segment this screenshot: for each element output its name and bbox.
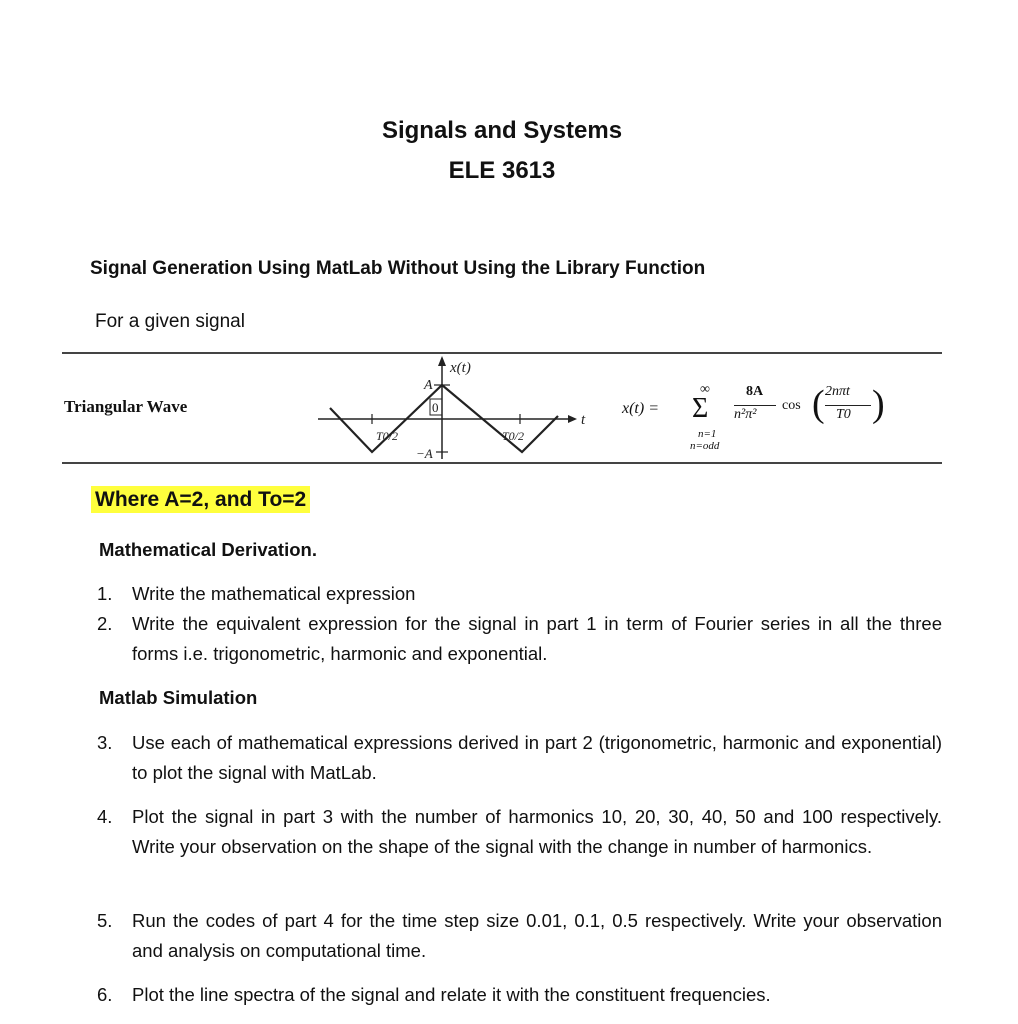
formula-lhs: x(t) =: [622, 400, 659, 417]
fraction-bar: [734, 405, 776, 406]
parameters-text: Where A=2, and To=2: [91, 486, 310, 513]
argument-bar: [825, 405, 871, 406]
list-item: [97, 802, 942, 862]
math-heading: Mathematical Derivation.: [99, 539, 317, 560]
half-period-label-right: T0/2: [502, 429, 525, 443]
triangular-wave-plot: [300, 352, 600, 467]
list-item: [97, 579, 942, 609]
item-number: 2.: [97, 613, 113, 634]
item-text: Plot the line spectra of the signal and relate it with the constituent frequencies.: [132, 984, 771, 1005]
paren-left: (: [812, 383, 825, 425]
fraction-denominator: n²π²: [734, 407, 757, 422]
sum-symbol: Σ: [692, 393, 709, 424]
argument-numerator: 2nπt: [825, 384, 850, 399]
amplitude-label: A: [424, 378, 433, 393]
argument-denominator: T0: [836, 407, 851, 422]
item-number: 5.: [97, 910, 113, 931]
item-number: 3.: [97, 732, 113, 753]
paren-right: ): [872, 383, 885, 425]
sum-lower-condition: n=odd: [690, 440, 720, 452]
item-number: 6.: [97, 984, 113, 1005]
cos-label: cos: [782, 398, 801, 413]
item-number: 1.: [97, 583, 113, 604]
fourier-formula: [622, 382, 922, 458]
sum-upper-limit: ∞: [700, 382, 710, 397]
sum-lower-limit: n=1: [698, 428, 717, 440]
section-heading: Signal Generation Using MatLab Without Using the Library Function: [90, 258, 706, 279]
list-item: [97, 728, 942, 788]
origin-label: 0: [432, 400, 439, 415]
list-item: [97, 980, 942, 1010]
list-item: [97, 609, 942, 669]
matlab-heading: Matlab Simulation: [99, 687, 258, 708]
fraction-numerator: 8A: [746, 384, 764, 399]
intro-text: For a given signal: [95, 311, 245, 332]
time-axis-arrow: [568, 415, 577, 423]
figure-label: Triangular Wave: [64, 397, 188, 416]
item-text: Write the mathematical expression: [132, 583, 416, 604]
item-text: Write the equivalent expression for the signal in part 1 in term of Fourier series in all the three forms i.e. trigonometric, harmonic and exponential.: [132, 613, 942, 664]
item-text: Use each of mathematical expressions derived in part 2 (trigonometric, harmonic and exponential) to plot the signal with MatLab.: [132, 732, 942, 783]
course-title: Signals and Systems: [381, 117, 623, 144]
neg-amplitude-label: −A: [416, 446, 433, 461]
half-period-label-left: T0/2: [376, 429, 399, 443]
list-item: [97, 906, 942, 966]
parameters-highlight: [91, 488, 310, 512]
axis-y-label: x(t): [450, 360, 471, 376]
course-code: ELE 3613: [448, 157, 556, 184]
item-text: Plot the signal in part 3 with the number of harmonics 10, 20, 30, 40, 50 and 100 respectively. Write your observation on the shape of the signal with the change in number of harmonics.: [132, 806, 942, 857]
vertical-axis-arrow: [438, 356, 446, 366]
item-number: 4.: [97, 806, 113, 827]
axis-x-label: t: [581, 412, 586, 428]
item-text: Run the codes of part 4 for the time step size 0.01, 0.1, 0.5 respectively. Write your observation and analysis on computational time.: [132, 910, 942, 961]
